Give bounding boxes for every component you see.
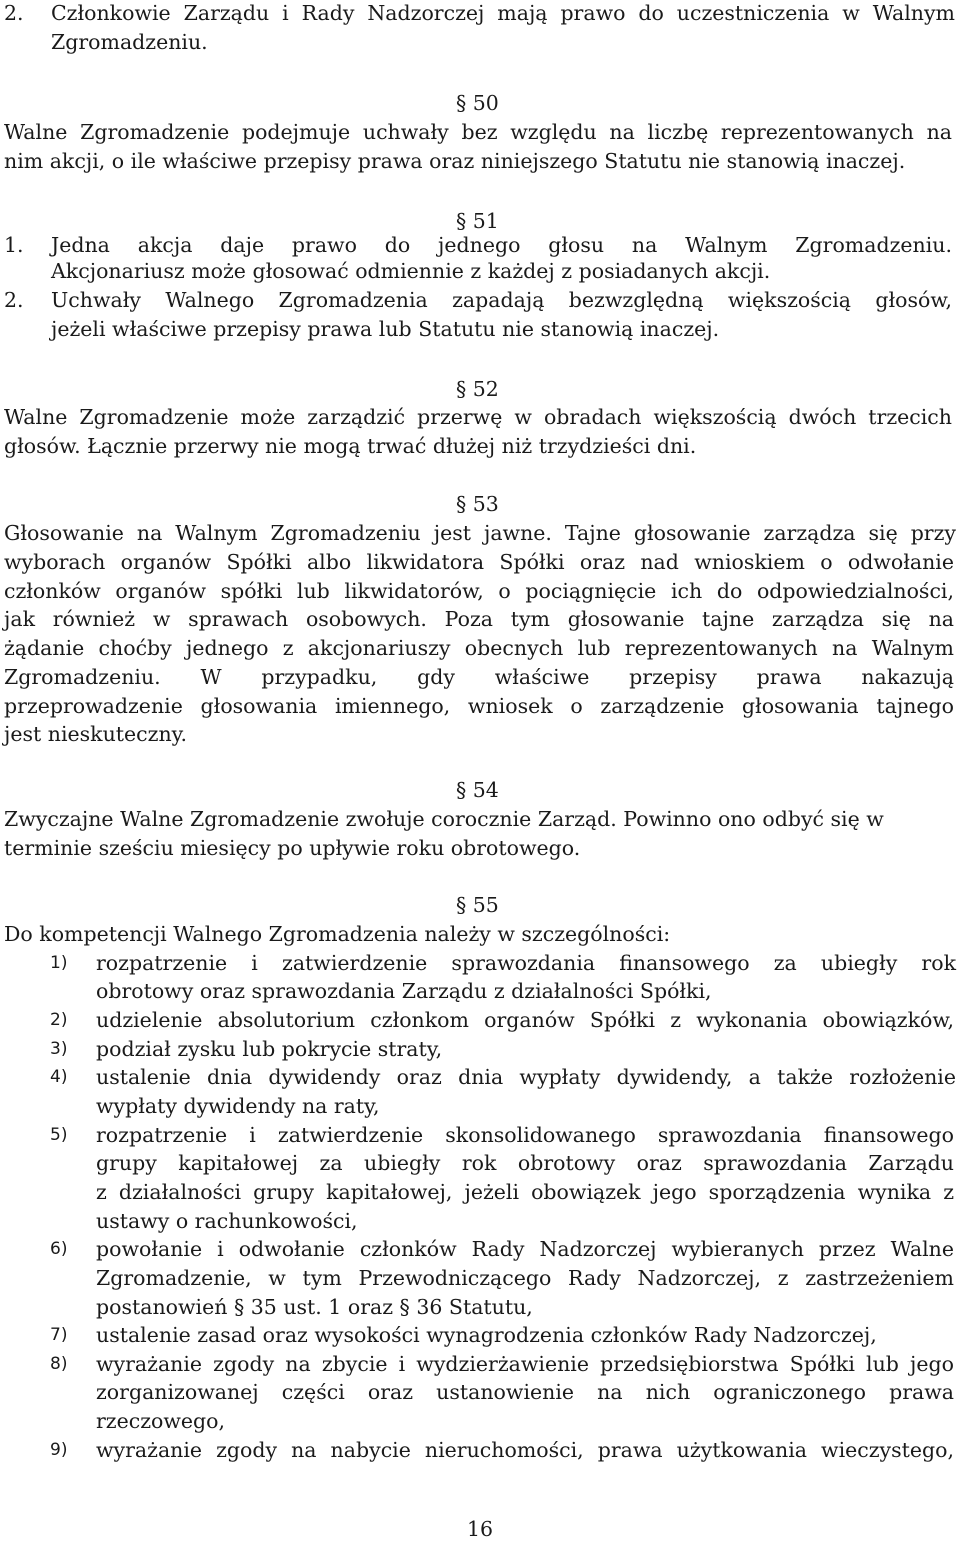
section-heading: § 51 bbox=[456, 209, 499, 233]
paragraph-line: Jedna akcja daje prawo do jednego głosu na Walnym Zgromadzeniu. bbox=[51, 233, 952, 257]
list-number: 2) bbox=[50, 1010, 68, 1030]
paragraph-line: Walne Zgromadzenie może zarządzić przerwę w obradach większością dwóch trzecich bbox=[4, 405, 952, 429]
list-item-line: grupy kapitałowej za ubiegły rok obrotowy oraz sprawozdania Zarządu bbox=[96, 1151, 954, 1175]
list-item-line: z działalności grupy kapitałowej, jeżeli obowiązek jego sporządzenia wynika z bbox=[96, 1180, 954, 1204]
list-number: 2. bbox=[4, 1, 24, 25]
section-heading: § 55 bbox=[456, 893, 499, 917]
list-number: 1. bbox=[4, 233, 24, 257]
list-item-line: rzeczowego, bbox=[96, 1409, 226, 1433]
list-item-line: obrotowy oraz sprawozdania Zarządu z działalności Spółki, bbox=[96, 979, 712, 1003]
list-item-line: rozpatrzenie i zatwierdzenie sprawozdania finansowego za ubiegły rok bbox=[96, 951, 956, 975]
list-item-line: udzielenie absolutorium członkom organów Spółki z wykonania obowiązków, bbox=[96, 1008, 954, 1032]
list-number: 8) bbox=[50, 1354, 68, 1374]
paragraph-line: Członkowie Zarządu i Rady Nadzorczej mają prawo do uczestniczenia w Walnym bbox=[51, 1, 955, 25]
paragraph-line: Głosowanie na Walnym Zgromadzeniu jest jawne. Tajne głosowanie zarządza się przy bbox=[4, 521, 956, 545]
list-number: 4) bbox=[50, 1067, 68, 1087]
paragraph-line: jest nieskuteczny. bbox=[4, 722, 188, 746]
list-item-line: rozpatrzenie i zatwierdzenie skonsolidowanego sprawozdania finansowego bbox=[96, 1123, 954, 1147]
list-number: 1) bbox=[50, 953, 68, 973]
list-item-line: Zgromadzenie, w tym Przewodniczącego Rady Nadzorczej, z zastrzeżeniem bbox=[96, 1266, 954, 1290]
paragraph-line: Akcjonariusz może głosować odmiennie z każdej z posiadanych akcji. bbox=[51, 259, 771, 283]
paragraph-line: Zgromadzeniu. W przypadku, gdy właściwe przepisy prawa nakazują bbox=[4, 665, 954, 689]
section-heading: § 52 bbox=[456, 377, 499, 401]
paragraph-line: przeprowadzenie głosowania imiennego, wniosek o zarządzenie głosowania tajnego bbox=[4, 694, 954, 718]
list-item-line: ustalenie zasad oraz wysokości wynagrodzenia członków Rady Nadzorczej, bbox=[96, 1323, 877, 1347]
paragraph-line: Walne Zgromadzenie podejmuje uchwały bez względu na liczbę reprezentowanych na bbox=[4, 120, 952, 144]
section-heading: § 53 bbox=[456, 492, 499, 516]
list-item-line: ustawy o rachunkowości, bbox=[96, 1209, 358, 1233]
paragraph-line: głosów. Łącznie przerwy nie mogą trwać dłużej niż trzydzieści dni. bbox=[4, 434, 697, 458]
list-item-line: zorganizowanej części oraz ustanowienie na nich ograniczonego prawa bbox=[96, 1380, 954, 1404]
paragraph-line: członków organów spółki lub likwidatorów, o pociągnięcie ich do odpowiedzialności, bbox=[4, 579, 954, 603]
list-number: 2. bbox=[4, 288, 24, 312]
list-item-line: ustalenie dnia dywidendy oraz dnia wypłaty dywidendy, a także rozłożenie bbox=[96, 1065, 956, 1089]
list-item-line: powołanie i odwołanie członków Rady Nadzorczej wybieranych przez Walne bbox=[96, 1237, 954, 1261]
paragraph-line: Uchwały Walnego Zgromadzenia zapadają bezwzględną większością głosów, bbox=[51, 288, 952, 312]
paragraph-line: terminie sześciu miesięcy po upływie roku obrotowego. bbox=[4, 836, 581, 860]
list-item-line: wypłaty dywidendy na raty, bbox=[96, 1094, 380, 1118]
paragraph-line: jak również w sprawach osobowych. Poza tym głosowanie tajne zarządza się na bbox=[4, 607, 954, 631]
list-number: 5) bbox=[50, 1125, 68, 1145]
paragraph-line: jeżeli właściwe przepisy prawa lub Statutu nie stanowią inaczej. bbox=[51, 317, 720, 341]
page-number: 16 bbox=[466, 1517, 494, 1541]
paragraph-line: wyborach organów Spółki albo likwidatora Spółki oraz nad wnioskiem o odwołanie bbox=[4, 550, 954, 574]
list-number: 9) bbox=[50, 1440, 68, 1460]
paragraph-line: żądanie choćby jednego z akcjonariuszy obecnych lub reprezentowanych na Walnym bbox=[4, 636, 954, 660]
section-heading: § 50 bbox=[456, 91, 499, 115]
list-item-line: postanowień § 35 ust. 1 oraz § 36 Statutu, bbox=[96, 1295, 533, 1319]
list-item-line: podział zysku lub pokrycie straty, bbox=[96, 1037, 443, 1061]
list-number: 3) bbox=[50, 1039, 68, 1059]
paragraph-line: Zwyczajne Walne Zgromadzenie zwołuje corocznie Zarząd. Powinno ono odbyć się w bbox=[4, 807, 884, 831]
paragraph-line: Zgromadzeniu. bbox=[51, 30, 208, 54]
paragraph-line: Do kompetencji Walnego Zgromadzenia należy w szczególności: bbox=[4, 922, 671, 946]
paragraph-line: nim akcji, o ile właściwe przepisy prawa oraz niniejszego Statutu nie stanowią inaczej. bbox=[4, 149, 906, 173]
list-item-line: wyrażanie zgody na nabycie nieruchomości, prawa użytkowania wieczystego, bbox=[96, 1438, 954, 1462]
list-number: 6) bbox=[50, 1239, 68, 1259]
list-number: 7) bbox=[50, 1325, 68, 1345]
section-heading: § 54 bbox=[456, 778, 499, 802]
list-item-line: wyrażanie zgody na zbycie i wydzierżawienie przedsiębiorstwa Spółki lub jego bbox=[96, 1352, 954, 1376]
